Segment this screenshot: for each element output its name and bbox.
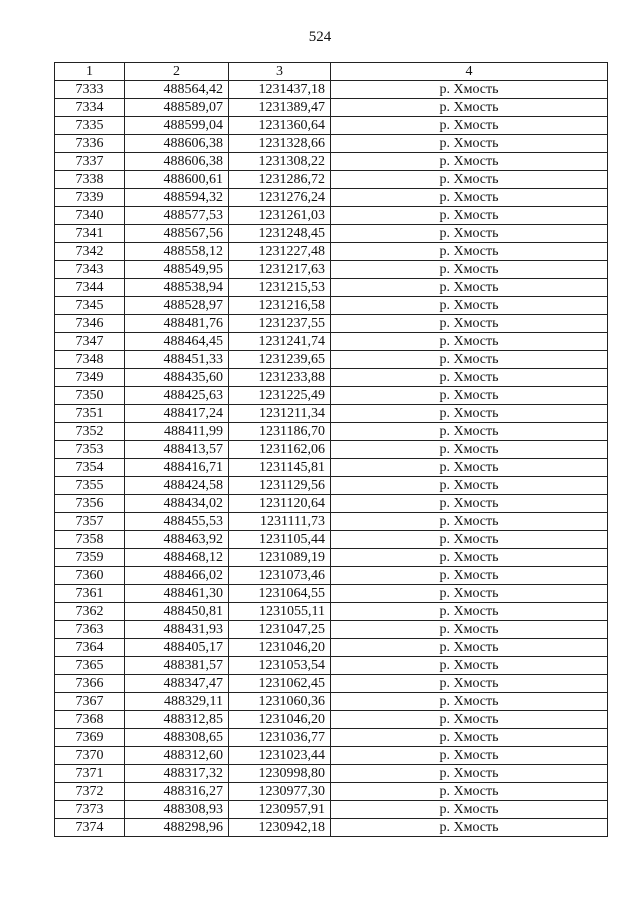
x-coordinate-cell: 488413,57 [125,441,229,459]
point-number-cell: 7350 [55,387,125,405]
description-cell: р. Хмость [331,135,608,153]
description-cell: р. Хмость [331,189,608,207]
point-number-cell: 7353 [55,441,125,459]
description-cell: р. Хмость [331,513,608,531]
header-col-4: 4 [331,63,608,81]
y-coordinate-cell: 1231145,81 [229,459,331,477]
x-coordinate-cell: 488567,56 [125,225,229,243]
description-cell: р. Хмость [331,549,608,567]
point-number-cell: 7366 [55,675,125,693]
x-coordinate-cell: 488464,45 [125,333,229,351]
description-cell: р. Хмость [331,585,608,603]
x-coordinate-cell: 488425,63 [125,387,229,405]
table-row [55,621,608,639]
y-coordinate-cell: 1231227,48 [229,243,331,261]
table-row [55,261,608,279]
point-number-cell: 7349 [55,369,125,387]
y-coordinate-cell: 1231389,47 [229,99,331,117]
point-number-cell: 7339 [55,189,125,207]
table-row [55,135,608,153]
point-number-cell: 7337 [55,153,125,171]
x-coordinate-cell: 488312,60 [125,747,229,765]
table-row [55,801,608,819]
table-row [55,99,608,117]
description-cell: р. Хмость [331,423,608,441]
y-coordinate-cell: 1231215,53 [229,279,331,297]
header-row [55,63,608,81]
y-coordinate-cell: 1230977,30 [229,783,331,801]
x-coordinate-cell: 488329,11 [125,693,229,711]
table-row [55,513,608,531]
description-cell: р. Хмость [331,369,608,387]
description-cell: р. Хмость [331,99,608,117]
description-cell: р. Хмость [331,279,608,297]
x-coordinate-cell: 488481,76 [125,315,229,333]
x-coordinate-cell: 488463,92 [125,531,229,549]
point-number-cell: 7367 [55,693,125,711]
point-number-cell: 7346 [55,315,125,333]
table-row [55,423,608,441]
point-number-cell: 7373 [55,801,125,819]
table-row [55,675,608,693]
x-coordinate-cell: 488577,53 [125,207,229,225]
y-coordinate-cell: 1231062,45 [229,675,331,693]
x-coordinate-cell: 488308,65 [125,729,229,747]
x-coordinate-cell: 488308,93 [125,801,229,819]
x-coordinate-cell: 488549,95 [125,261,229,279]
point-number-cell: 7362 [55,603,125,621]
y-coordinate-cell: 1231360,64 [229,117,331,135]
table-row [55,297,608,315]
table-row [55,441,608,459]
description-cell: р. Хмость [331,531,608,549]
x-coordinate-cell: 488312,85 [125,711,229,729]
y-coordinate-cell: 1231239,65 [229,351,331,369]
description-cell: р. Хмость [331,261,608,279]
x-coordinate-cell: 488538,94 [125,279,229,297]
point-number-cell: 7374 [55,819,125,837]
y-coordinate-cell: 1231060,36 [229,693,331,711]
table-row [55,315,608,333]
header-col-3: 3 [229,63,331,81]
point-number-cell: 7336 [55,135,125,153]
description-cell: р. Хмость [331,783,608,801]
x-coordinate-cell: 488416,71 [125,459,229,477]
point-number-cell: 7342 [55,243,125,261]
y-coordinate-cell: 1231186,70 [229,423,331,441]
x-coordinate-cell: 488466,02 [125,567,229,585]
y-coordinate-cell: 1231089,19 [229,549,331,567]
table-row [55,333,608,351]
x-coordinate-cell: 488435,60 [125,369,229,387]
table-row [55,189,608,207]
table-row [55,477,608,495]
x-coordinate-cell: 488606,38 [125,153,229,171]
table-row [55,459,608,477]
table-row [55,405,608,423]
description-cell: р. Хмость [331,693,608,711]
y-coordinate-cell: 1231046,20 [229,639,331,657]
table-body [55,81,608,837]
table-row [55,657,608,675]
description-cell: р. Хмость [331,171,608,189]
y-coordinate-cell: 1231064,55 [229,585,331,603]
y-coordinate-cell: 1231237,55 [229,315,331,333]
x-coordinate-cell: 488606,38 [125,135,229,153]
description-cell: р. Хмость [331,441,608,459]
description-cell: р. Хмость [331,297,608,315]
point-number-cell: 7345 [55,297,125,315]
x-coordinate-cell: 488594,32 [125,189,229,207]
point-number-cell: 7372 [55,783,125,801]
description-cell: р. Хмость [331,495,608,513]
y-coordinate-cell: 1231129,56 [229,477,331,495]
y-coordinate-cell: 1231120,64 [229,495,331,513]
x-coordinate-cell: 488451,33 [125,351,229,369]
table-row [55,207,608,225]
point-number-cell: 7369 [55,729,125,747]
description-cell: р. Хмость [331,765,608,783]
description-cell: р. Хмость [331,729,608,747]
x-coordinate-cell: 488564,42 [125,81,229,99]
y-coordinate-cell: 1231111,73 [229,513,331,531]
description-cell: р. Хмость [331,621,608,639]
table-row [55,765,608,783]
table-row [55,693,608,711]
description-cell: р. Хмость [331,747,608,765]
x-coordinate-cell: 488347,47 [125,675,229,693]
point-number-cell: 7341 [55,225,125,243]
x-coordinate-cell: 488589,07 [125,99,229,117]
description-cell: р. Хмость [331,153,608,171]
y-coordinate-cell: 1231233,88 [229,369,331,387]
description-cell: р. Хмость [331,819,608,837]
table-row [55,387,608,405]
description-cell: р. Хмость [331,477,608,495]
x-coordinate-cell: 488528,97 [125,297,229,315]
y-coordinate-cell: 1231225,49 [229,387,331,405]
y-coordinate-cell: 1231217,63 [229,261,331,279]
point-number-cell: 7351 [55,405,125,423]
point-number-cell: 7355 [55,477,125,495]
table-row [55,783,608,801]
x-coordinate-cell: 488417,24 [125,405,229,423]
description-cell: р. Хмость [331,315,608,333]
point-number-cell: 7370 [55,747,125,765]
y-coordinate-cell: 1231248,45 [229,225,331,243]
y-coordinate-cell: 1231308,22 [229,153,331,171]
table-header [55,63,608,81]
point-number-cell: 7356 [55,495,125,513]
y-coordinate-cell: 1231036,77 [229,729,331,747]
table-row [55,171,608,189]
header-col-1: 1 [55,63,125,81]
x-coordinate-cell: 488316,27 [125,783,229,801]
point-number-cell: 7371 [55,765,125,783]
point-number-cell: 7361 [55,585,125,603]
y-coordinate-cell: 1230942,18 [229,819,331,837]
description-cell: р. Хмость [331,459,608,477]
x-coordinate-cell: 488411,99 [125,423,229,441]
description-cell: р. Хмость [331,675,608,693]
point-number-cell: 7335 [55,117,125,135]
x-coordinate-cell: 488599,04 [125,117,229,135]
y-coordinate-cell: 1231047,25 [229,621,331,639]
description-cell: р. Хмость [331,207,608,225]
y-coordinate-cell: 1231211,34 [229,405,331,423]
x-coordinate-cell: 488298,96 [125,819,229,837]
table-row [55,549,608,567]
table-row [55,729,608,747]
table-row [55,531,608,549]
x-coordinate-cell: 488381,57 [125,657,229,675]
y-coordinate-cell: 1231437,18 [229,81,331,99]
table-row [55,243,608,261]
description-cell: р. Хмость [331,351,608,369]
y-coordinate-cell: 1231328,66 [229,135,331,153]
coordinates-table [54,62,608,837]
table-row [55,351,608,369]
table-row [55,81,608,99]
description-cell: р. Хмость [331,117,608,135]
description-cell: р. Хмость [331,711,608,729]
y-coordinate-cell: 1231216,58 [229,297,331,315]
y-coordinate-cell: 1231276,24 [229,189,331,207]
point-number-cell: 7338 [55,171,125,189]
x-coordinate-cell: 488317,32 [125,765,229,783]
point-number-cell: 7334 [55,99,125,117]
description-cell: р. Хмость [331,387,608,405]
y-coordinate-cell: 1231261,03 [229,207,331,225]
table-row [55,369,608,387]
point-number-cell: 7368 [55,711,125,729]
point-number-cell: 7360 [55,567,125,585]
point-number-cell: 7358 [55,531,125,549]
point-number-cell: 7359 [55,549,125,567]
point-number-cell: 7343 [55,261,125,279]
point-number-cell: 7347 [55,333,125,351]
point-number-cell: 7348 [55,351,125,369]
point-number-cell: 7357 [55,513,125,531]
description-cell: р. Хмость [331,639,608,657]
table-row [55,117,608,135]
point-number-cell: 7364 [55,639,125,657]
y-coordinate-cell: 1231073,46 [229,567,331,585]
description-cell: р. Хмость [331,603,608,621]
table-row [55,567,608,585]
x-coordinate-cell: 488434,02 [125,495,229,513]
description-cell: р. Хмость [331,225,608,243]
table-row [55,639,608,657]
table-row [55,819,608,837]
description-cell: р. Хмость [331,405,608,423]
point-number-cell: 7333 [55,81,125,99]
x-coordinate-cell: 488450,81 [125,603,229,621]
y-coordinate-cell: 1231053,54 [229,657,331,675]
table-row [55,585,608,603]
description-cell: р. Хмость [331,657,608,675]
x-coordinate-cell: 488431,93 [125,621,229,639]
table-row [55,747,608,765]
y-coordinate-cell: 1231023,44 [229,747,331,765]
table-row [55,603,608,621]
point-number-cell: 7354 [55,459,125,477]
point-number-cell: 7363 [55,621,125,639]
description-cell: р. Хмость [331,81,608,99]
y-coordinate-cell: 1231286,72 [229,171,331,189]
point-number-cell: 7344 [55,279,125,297]
description-cell: р. Хмость [331,801,608,819]
y-coordinate-cell: 1231162,06 [229,441,331,459]
y-coordinate-cell: 1231241,74 [229,333,331,351]
x-coordinate-cell: 488405,17 [125,639,229,657]
x-coordinate-cell: 488558,12 [125,243,229,261]
table-row [55,495,608,513]
x-coordinate-cell: 488468,12 [125,549,229,567]
x-coordinate-cell: 488461,30 [125,585,229,603]
table-row [55,279,608,297]
description-cell: р. Хмость [331,333,608,351]
y-coordinate-cell: 1231105,44 [229,531,331,549]
y-coordinate-cell: 1231046,20 [229,711,331,729]
header-col-2: 2 [125,63,229,81]
y-coordinate-cell: 1230998,80 [229,765,331,783]
x-coordinate-cell: 488600,61 [125,171,229,189]
y-coordinate-cell: 1231055,11 [229,603,331,621]
point-number-cell: 7352 [55,423,125,441]
table-row [55,711,608,729]
point-number-cell: 7340 [55,207,125,225]
y-coordinate-cell: 1230957,91 [229,801,331,819]
x-coordinate-cell: 488455,53 [125,513,229,531]
description-cell: р. Хмость [331,243,608,261]
description-cell: р. Хмость [331,567,608,585]
x-coordinate-cell: 488424,58 [125,477,229,495]
point-number-cell: 7365 [55,657,125,675]
table-row [55,225,608,243]
page-number: 524 [308,29,332,45]
table-row [55,153,608,171]
